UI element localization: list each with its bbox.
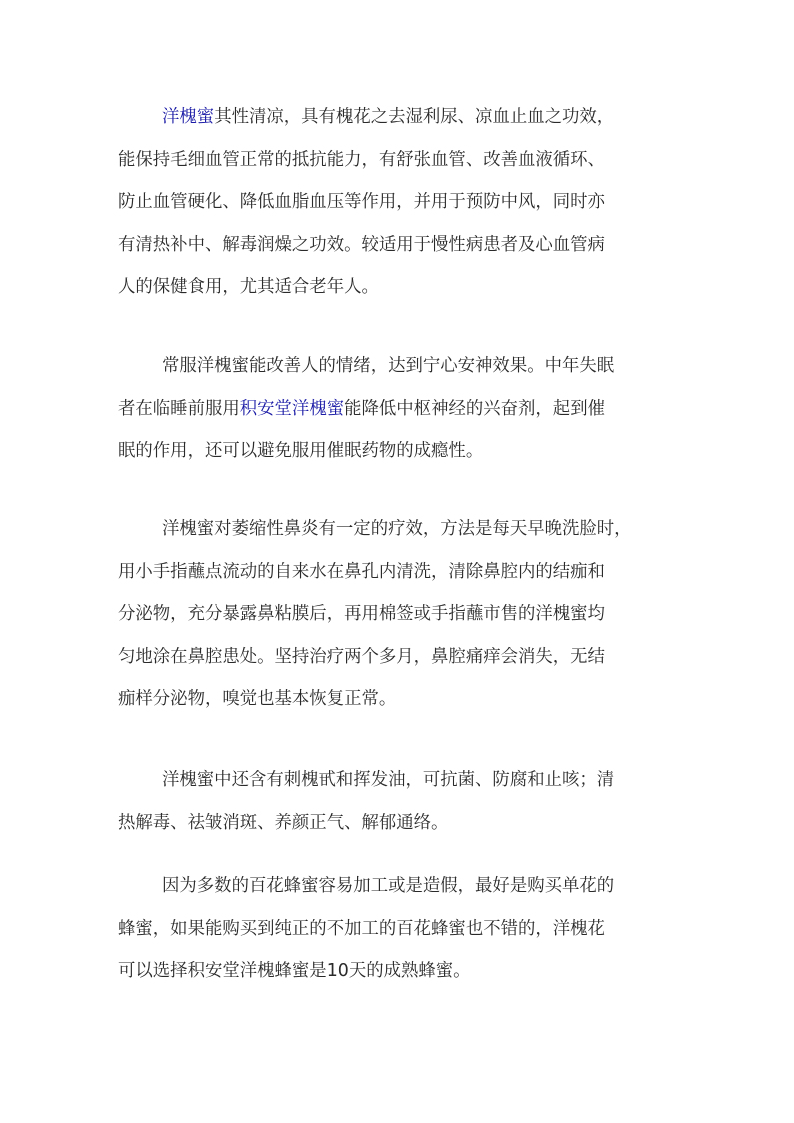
paragraph-line: 洋槐蜜中还含有刺槐甙和挥发油，可抗菌、防腐和止咳；清 (162, 770, 615, 790)
paragraph-line: 热解毒、祛皱消斑、养颜正气、解郁通络。 (118, 812, 449, 833)
paragraph-line: 者在临睡前服用积安堂洋槐蜜能降低中枢神经的兴奋剂，起到催 (118, 398, 605, 419)
paragraph-rhinitis-treatment (118, 508, 678, 721)
paragraph-line: 常服洋槐蜜能改善人的情绪，达到宁心安神效果。中年失眠 (162, 356, 615, 376)
paragraph-line: 眠的作用，还可以避免服用催眠药物的成瘾性。 (118, 441, 484, 462)
link-jiantang-yanghuaimi[interactable]: 积安堂洋槐蜜 (239, 398, 345, 419)
paragraph-line: 分泌物，充分暴露鼻粘膜后，再用棉签或手指蘸市售的洋槐蜜均 (118, 604, 605, 625)
paragraph-honey-properties (118, 96, 678, 309)
paragraph-sleep-benefit (118, 345, 678, 473)
paragraph-line: 痂样分泌物，嗅觉也基本恢复正常。 (118, 689, 397, 710)
paragraph-line: 有清热补中、解毒润燥之功效。较适用于慢性病患者及心血管病 (118, 234, 605, 255)
link-yanghuaimi[interactable]: 洋槐蜜 (162, 107, 215, 127)
paragraph-line: 人的保健食用，尤其适合老年人。 (118, 277, 379, 298)
paragraph-line: 因为多数的百花蜂蜜容易加工或是造假，最好是购买单花的 (162, 876, 615, 896)
paragraph-line: 洋槐蜜其性清凉，具有槐花之去湿利尿、凉血止血之功效， (162, 107, 615, 127)
paragraph-line: 能保持毛细血管正常的抵抗能力，有舒张血管、改善血液循环、 (118, 149, 605, 170)
paragraph-line: 用小手指蘸点流动的自来水在鼻孔内清洗，清除鼻腔内的结痂和 (118, 561, 605, 582)
paragraph-line: 匀地涂在鼻腔患处。坚持治疗两个多月，鼻腔痛痒会消失，无结 (118, 646, 605, 667)
paragraph-line: 蜂蜜，如果能购买到纯正的不加工的百花蜂蜜也不错的，洋槐花 (118, 918, 605, 939)
paragraph-line: 洋槐蜜对萎缩性鼻炎有一定的疗效，方法是每天早晚洗脸时， (162, 519, 632, 539)
paragraph-antibacterial (118, 759, 678, 844)
paragraph-line: 防止血管硬化、降低血脂血压等作用，并用于预防中风，同时亦 (118, 192, 605, 213)
paragraph-line: 可以选择积安堂洋槐蜂蜜是10天的成熟蜂蜜。 (118, 961, 471, 982)
paragraph-buying-advice (118, 865, 678, 993)
